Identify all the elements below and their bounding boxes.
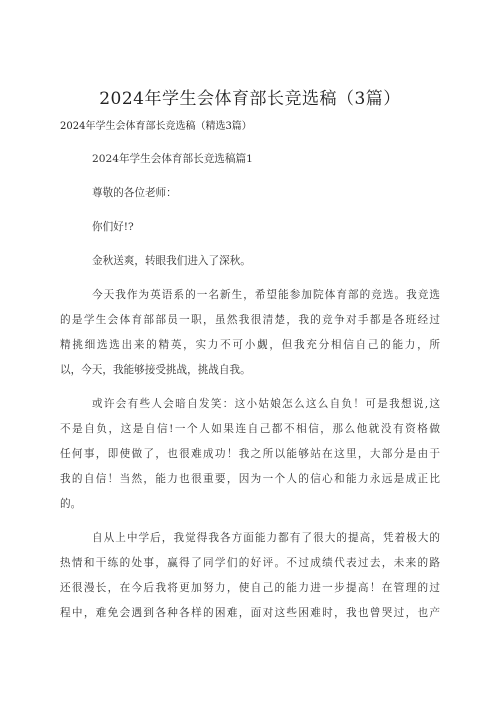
paragraph-2-line: 的。 xyxy=(60,498,82,510)
paragraph-1-line: 精挑细选选出来的精英，实力不可小觑，但我充分相信自己的能力，所 xyxy=(60,339,440,351)
greeting-line: 尊敬的各位老师： xyxy=(92,187,177,199)
hello-line: 你们好!? xyxy=(92,221,134,233)
paragraph-2-line: 我的自信！当然，能力也很重要，因为一个人的信心和能力永远是成正比 xyxy=(60,473,440,485)
paragraph-1-line: 以，今天，我能够接受挑战，挑战自我。 xyxy=(60,364,251,376)
paragraph-3-line: 还很漫长，在今后我将更加努力，使自己的能力进一步提高！在管理的过 xyxy=(60,582,440,594)
paragraph-3-line: 自从上中学后，我觉得我各方面能力都有了很大的提高，凭着极大的 xyxy=(92,532,440,544)
paragraph-2-line: 或许会有些人会暗自发笑：这小姑娘怎么这么自负！可是我想说,这 xyxy=(92,398,440,410)
paragraph-3-line: 程中，难免会遇到各种各样的困难，面对这些困难时，我也曾哭过，也产 xyxy=(60,607,440,619)
paragraph-2-line: 不是自负，这是自信!一个人如果连自己都不相信，那么他就没有资格做 xyxy=(60,423,440,435)
section-heading: 2024年学生会体育部长竞选稿篇1 xyxy=(92,153,253,165)
paragraph-3-line: 热情和干练的处事，赢得了同学们的好评。不过成绩代表过去，未来的路 xyxy=(60,557,440,569)
paragraph-2-line: 任何事，即使做了，也很难成功！我之所以能够站在这里，大部分是由于 xyxy=(60,448,440,460)
paragraph-1-line: 的是学生会体育部部员一职，虽然我很清楚，我的竞争对手都是各班经过 xyxy=(60,314,440,326)
document-subtitle: 2024年学生会体育部长竞选稿（精选3篇） xyxy=(60,121,252,132)
document-title: 2024年学生会体育部长竞选稿（3篇） xyxy=(99,89,401,109)
intro-line: 金秋送爽，转眼我们进入了深秋。 xyxy=(92,255,251,267)
paragraph-1-line: 今天我作为英语系的一名新生，希望能参加院体育部的竞选。我竞选 xyxy=(92,289,440,301)
